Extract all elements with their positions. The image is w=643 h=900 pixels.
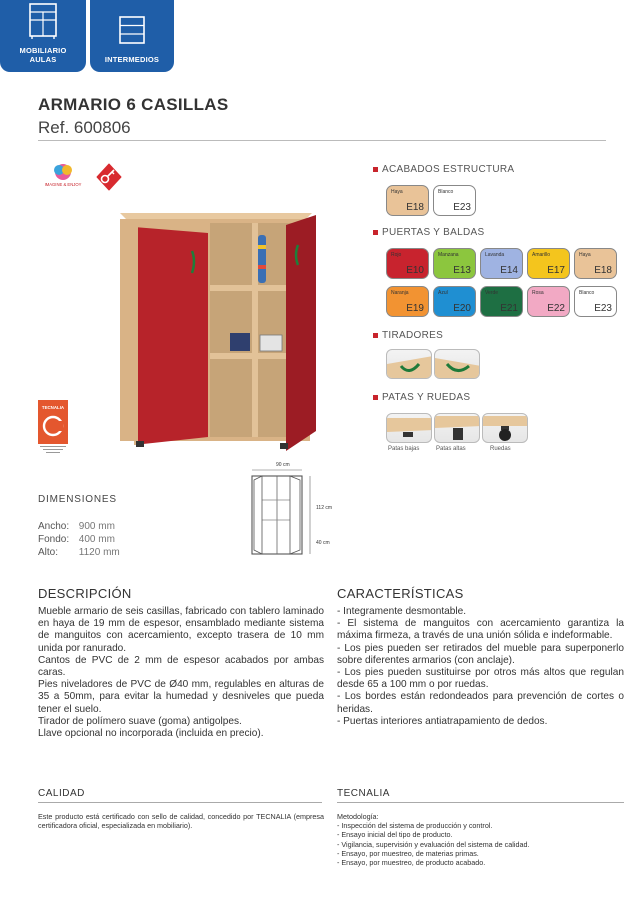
- tecnalia-line: - Ensayo, por muestreo, de materias primas.: [337, 848, 479, 858]
- swatch-code: E18: [406, 202, 424, 213]
- swatch-code: E23: [453, 202, 471, 213]
- dimension-label: Ancho:: [38, 521, 70, 532]
- calidad-text: Este producto está certificado con sello de calidad, concedido por TECNALIA (empresa certificadora oficial, especializada en mobiliario).: [38, 812, 324, 831]
- swatch-code: E23: [594, 303, 612, 314]
- patas-ruedas-heading: [373, 392, 470, 403]
- dimension-row-ancho: [38, 521, 115, 532]
- caracteristica-item: - Puertas interiores antiatrapamiento de dedos.: [337, 715, 548, 727]
- tecnalia-line: - Vigilancia, supervisión y evaluación del sistema de calidad.: [337, 839, 530, 849]
- swatch-puertas-haya[interactable]: [574, 248, 617, 279]
- dimension-label: Fondo:: [38, 534, 70, 545]
- tab-intermedios[interactable]: [90, 0, 174, 72]
- tecnalia-line: - Ensayo inicial del tipo de producto.: [337, 830, 453, 840]
- swatch-puertas-amarillo[interactable]: [527, 248, 570, 279]
- swatch-name: Rosa: [532, 290, 544, 296]
- swatch-name: Haya: [579, 252, 591, 258]
- swatch-name: Blanco: [579, 290, 595, 296]
- product-title: ARMARIO 6 CASILLAS: [38, 95, 229, 114]
- puertas-baldas-heading: [373, 227, 484, 238]
- swatch-name: Lavanda: [485, 252, 505, 258]
- tecnalia-seal-text: TECNALIA: [41, 405, 65, 410]
- descripcion-heading: DESCRIPCIÓN: [38, 586, 132, 601]
- swatch-puertas-naranja[interactable]: [386, 286, 429, 317]
- low-foot-icon: [387, 414, 432, 443]
- swatch-puertas-rosa[interactable]: [527, 286, 570, 317]
- red-bullet-icon: [373, 333, 378, 338]
- drawers-icon: [115, 11, 149, 49]
- descripcion-paragraph: Pies niveladores de PVC de Ø40 mm, regulables en alturas de 35 a 50mm, para evitar la humedad y desniveles que pueda tener el suelo.: [38, 679, 324, 715]
- patas-altas-thumb[interactable]: [434, 413, 480, 443]
- wheel-icon: [483, 414, 528, 443]
- imagine-enjoy-logo: [38, 162, 88, 192]
- caracteristica-item: - El sistema de manguitos con acercamiento garantiza la máxima firmeza, a través de una unión sólida e indeformable.: [337, 618, 624, 642]
- red-bullet-icon: [373, 395, 378, 400]
- dimension-value: 1120 mm: [78, 547, 120, 558]
- tab-label-line2: AULAS: [29, 55, 57, 64]
- section-title-text: ACABADOS ESTRUCTURA: [382, 164, 515, 175]
- category-tabs: [0, 0, 174, 72]
- calidad-divider: [38, 802, 322, 803]
- swatch-code: E14: [500, 265, 518, 276]
- tecnalia-heading: TECNALIA: [337, 788, 390, 799]
- high-foot-icon: [435, 414, 480, 443]
- acabados-estructura-heading: [373, 164, 514, 175]
- swatch-name: Haya: [391, 189, 403, 195]
- swatch-puertas-manzana[interactable]: [433, 248, 476, 279]
- sketch-width-label: 90 cm: [276, 462, 290, 468]
- cabinet-icon: [26, 2, 60, 40]
- title-divider: [38, 140, 606, 141]
- calidad-heading: CALIDAD: [38, 788, 85, 799]
- dimensions-heading: DIMENSIONES: [38, 494, 117, 505]
- swatch-code: E18: [594, 265, 612, 276]
- swatch-code: E17: [547, 265, 565, 276]
- descripcion-paragraph: Tirador de polímero suave (goma) antigolpes.: [38, 715, 242, 727]
- caracteristica-item: - Integramente desmontable.: [337, 606, 467, 617]
- key-icon: [94, 162, 124, 192]
- tecnalia-line: Metodología:: [337, 812, 379, 821]
- patas-altas-caption: Patas altas: [436, 446, 466, 452]
- imagine-logo-text: IMAGINE & ENJOY: [44, 182, 82, 187]
- tab-mobiliario-aulas[interactable]: [0, 0, 86, 72]
- swatch-name: Naranja: [391, 290, 409, 296]
- patas-bajas-thumb[interactable]: [386, 413, 432, 443]
- swatch-name: Amarillo: [532, 252, 551, 258]
- red-bullet-icon: [373, 167, 378, 172]
- tirador-thumb-2[interactable]: [434, 349, 480, 379]
- swatch-name: Rojo: [391, 252, 402, 258]
- swatch-code: E10: [406, 265, 424, 276]
- cabinet-photo: [110, 205, 325, 455]
- descripcion-paragraph: Cantos de PVC de 2 mm de espesor acabados por ambas caras.: [38, 654, 324, 679]
- swatch-name: Azul: [438, 290, 448, 296]
- tab-label-line1: MOBILIARIO: [19, 46, 67, 55]
- swatch-name: Verde: [485, 290, 499, 296]
- section-title-text: PUERTAS Y BALDAS: [382, 227, 485, 238]
- swatch-name: Blanco: [438, 189, 454, 195]
- ruedas-caption: Ruedas: [490, 446, 511, 452]
- tecnalia-line: - Ensayo, por muestreo, de producto acabado.: [337, 858, 486, 868]
- swatch-puertas-verde[interactable]: [480, 286, 523, 317]
- tirador-thumb-1[interactable]: [386, 349, 432, 379]
- caracteristicas-list: [337, 606, 624, 728]
- swatch-code: E19: [406, 303, 424, 314]
- sketch-depth-label: 40 cm: [316, 540, 330, 546]
- descripcion-body: [38, 606, 324, 740]
- dimension-row-alto: [38, 547, 120, 558]
- tecnalia-divider: [337, 802, 624, 803]
- swatch-puertas-azul[interactable]: [433, 286, 476, 317]
- dimension-sketch: [240, 462, 340, 562]
- ruedas-thumb[interactable]: [482, 413, 528, 443]
- caracteristica-item: - Los pies pueden sustituirse por otros más altos que regulan desde 65 a 100 mm o por ruedas.: [337, 667, 624, 691]
- section-title-text: TIRADORES: [382, 330, 444, 341]
- caracteristica-item: - Los bordes están redondeados para prevención de cortes o heridas.: [337, 691, 624, 715]
- swatch-code: E21: [500, 303, 518, 314]
- red-bullet-icon: [373, 230, 378, 235]
- tab-label-line1: INTERMEDIOS: [104, 55, 160, 64]
- handle-icon: [387, 350, 432, 379]
- swatch-name: Manzana: [438, 252, 459, 258]
- dimension-value: 400 mm: [78, 534, 115, 545]
- swatch-code: E22: [547, 303, 565, 314]
- swatch-puertas-blanco[interactable]: [574, 286, 617, 317]
- patas-bajas-caption: Patas bajas: [388, 446, 420, 452]
- section-title-text: PATAS Y RUEDAS: [382, 392, 471, 403]
- dimension-row-fondo: [38, 534, 115, 545]
- swatch-estructura-blanco[interactable]: [433, 185, 476, 216]
- descripcion-paragraph: Llave opcional no incorporada (incluida en precio).: [38, 728, 264, 740]
- descripcion-paragraph: Mueble armario de seis casillas, fabricado con tablero laminado en haya de 19 mm de espesor, ensamblado mediante sistema de manguitos con acercamiento, excepto trasera de 10 mm unida por ranurado.: [38, 606, 324, 654]
- tecnalia-line: - Inspección del sistema de producción y control.: [337, 821, 493, 831]
- sketch-height-label: 112 cm: [316, 505, 333, 511]
- swatch-puertas-lavanda[interactable]: [480, 248, 523, 279]
- product-reference: Ref. 600806: [38, 118, 131, 137]
- caracteristica-item: - Los pies pueden ser retirados del mueble para superponerlo sobre diferentes armarios (con anclaje).: [337, 642, 624, 666]
- swatch-code: E13: [453, 265, 471, 276]
- tecnalia-seal: [38, 400, 68, 458]
- tecnalia-list: [337, 812, 624, 867]
- tiradores-heading: [373, 330, 443, 341]
- swatch-puertas-rojo[interactable]: [386, 248, 429, 279]
- caracteristicas-heading: CARACTERÍSTICAS: [337, 586, 464, 601]
- swatch-estructura-haya[interactable]: [386, 185, 429, 216]
- dimension-value: 900 mm: [78, 521, 115, 532]
- swatch-code: E20: [453, 303, 471, 314]
- handle-icon: [435, 350, 480, 379]
- dimension-label: Alto:: [38, 547, 59, 558]
